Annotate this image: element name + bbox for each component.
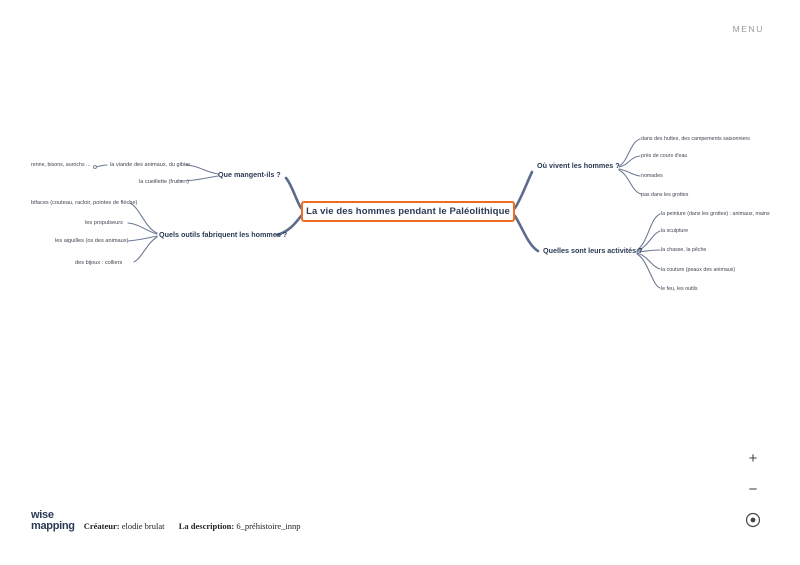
- topic-ou-vivent-les-hommes[interactable]: Où vivent les hommes ?: [537, 161, 620, 170]
- topic-quelles-activites[interactable]: Quelles sont leurs activités ?: [543, 246, 643, 255]
- menu-button[interactable]: MENU: [732, 24, 764, 34]
- topic-pres-de-cours-deau[interactable]: près de cours d'eau: [641, 153, 688, 159]
- topic-les-propulseurs[interactable]: les propulseurs: [85, 220, 123, 226]
- topic-la-cueillette[interactable]: la cueillette (fruits...): [139, 179, 190, 185]
- connector-dot-icon: [93, 165, 97, 169]
- topic-la-chasse-la-peche[interactable]: la chasse, la pêche: [661, 247, 707, 253]
- topic-huttes-campements[interactable]: dans des huttes, des campements saisonniers: [641, 136, 750, 142]
- topic-les-aiguilles[interactable]: les aiguilles (os des animaux): [55, 238, 129, 244]
- topic-la-sculpture[interactable]: la sculpture: [661, 228, 689, 234]
- zoom-in-button[interactable]: +: [748, 449, 758, 467]
- description-value: 6_préhistoire_innp: [236, 521, 301, 531]
- center-map-button[interactable]: [742, 510, 764, 530]
- wisemapping-logo[interactable]: [31, 510, 75, 532]
- topic-des-bijoux-colliers[interactable]: des bijoux : colliers: [75, 260, 123, 266]
- topic-bifaces[interactable]: bifaces (couteau, racloir, pointes de flèche): [31, 200, 138, 206]
- creator-value: elodie brulat: [121, 521, 165, 531]
- topic-la-couture[interactable]: la couture (peaux des animaux): [661, 267, 736, 273]
- topic-renne-bisons-aurochs[interactable]: renne, bisons, aurochs ...: [31, 162, 91, 168]
- topic-que-mangent-ils[interactable]: Que mangent-ils ?: [218, 170, 281, 179]
- topic-nomades[interactable]: nomades: [641, 173, 663, 179]
- zoom-controls[interactable]: [742, 448, 764, 530]
- footer: [31, 510, 301, 532]
- topic-le-feu-les-outils[interactable]: le feu, les outils: [661, 286, 698, 292]
- logo-line-1: wise: [31, 509, 54, 521]
- central-topic[interactable]: La vie des hommes pendant le Paléolithique: [301, 201, 515, 222]
- topic-la-viande[interactable]: la viande des animaux, du gibier: [110, 162, 191, 168]
- creator-label: Créateur:: [83, 521, 120, 531]
- logo-line-2: mapping: [31, 520, 75, 532]
- topic-pas-dans-les-grottes[interactable]: pas dans les grottes: [641, 192, 689, 198]
- description-label: La description:: [178, 521, 235, 531]
- topic-quels-outils[interactable]: Quels outils fabriquent les hommes ?: [159, 230, 288, 239]
- zoom-out-button[interactable]: −: [748, 480, 758, 498]
- topic-la-peinture[interactable]: la peinture (dans les grottes) : animaux, mains: [661, 211, 770, 217]
- footer-meta: [84, 521, 301, 532]
- center-target-icon: [745, 512, 761, 528]
